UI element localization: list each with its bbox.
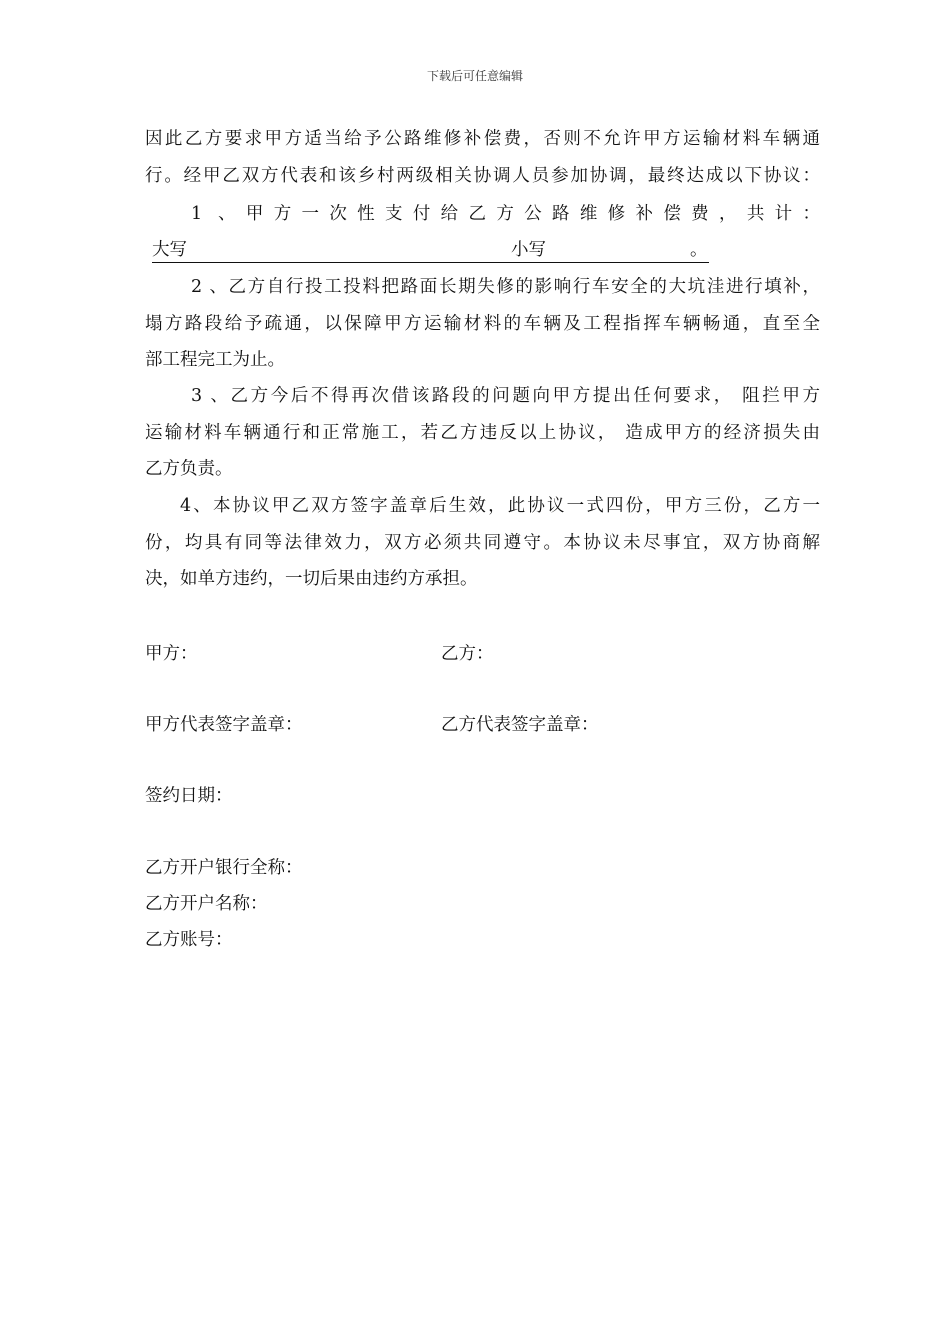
clause-4-line-3: 决，如单方违约，一切后果由违约方承担。 <box>145 569 478 589</box>
clause-2-line-2: 塌方路段给予疏通，以保障甲方运输材料的车辆及工程指挥车辆畅通，直至全 <box>145 314 820 334</box>
clause-2-line-1: 2 、乙方自行投工投料把路面长期失修的影响行车安全的大坑洼进行填补， <box>191 277 820 297</box>
header-note: 下载后可任意编辑 <box>426 69 523 83</box>
party-b-label: 乙方： <box>441 644 494 664</box>
amount-fill-line <box>152 238 709 263</box>
clause-4-line-1: 4、本协议甲乙双方签字盖章后生效，此协议一式四份，甲方三份，乙方一 <box>180 496 820 516</box>
clause-1-line: 1 、甲方一次性支付给乙方公路维修补偿费，共计： <box>191 204 820 224</box>
amount-period: 。 <box>690 240 708 260</box>
sign-date-label: 签约日期： <box>145 786 233 806</box>
intro-line-2: 行。经甲乙双方代表和该乡村两级相关协调人员参加协调，最终达成以下协议： <box>145 166 820 186</box>
amount-lower-label: 小写 <box>511 240 546 260</box>
account-name-label: 乙方开户名称： <box>145 894 268 914</box>
clause-3-line-3: 乙方负责。 <box>145 459 233 479</box>
party-a-rep-label: 甲方代表签字盖章： <box>145 715 303 735</box>
clause-3-line-1: 3 、乙方今后不得再次借该路段的问题向甲方提出任何要求， 阻拦甲方 <box>191 386 820 406</box>
party-a-label: 甲方： <box>145 644 198 664</box>
account-number-label: 乙方账号： <box>145 930 233 950</box>
clause-2-line-3: 部工程完工为止。 <box>145 350 285 370</box>
clause-3-line-2: 运输材料车辆通行和正常施工，若乙方违反以上协议， 造成甲方的经济损失由 <box>145 423 820 443</box>
bank-name-label: 乙方开户银行全称： <box>145 858 303 878</box>
party-b-rep-label: 乙方代表签字盖章： <box>441 715 599 735</box>
clause-4-line-2: 份，均具有同等法律效力，双方必须共同遵守。本协议未尽事宜，双方协商解 <box>145 533 820 553</box>
intro-line-1: 因此乙方要求甲方适当给予公路维修补偿费，否则不允许甲方运输材料车辆通 <box>145 129 820 149</box>
amount-upper-label: 大写 <box>152 240 187 260</box>
